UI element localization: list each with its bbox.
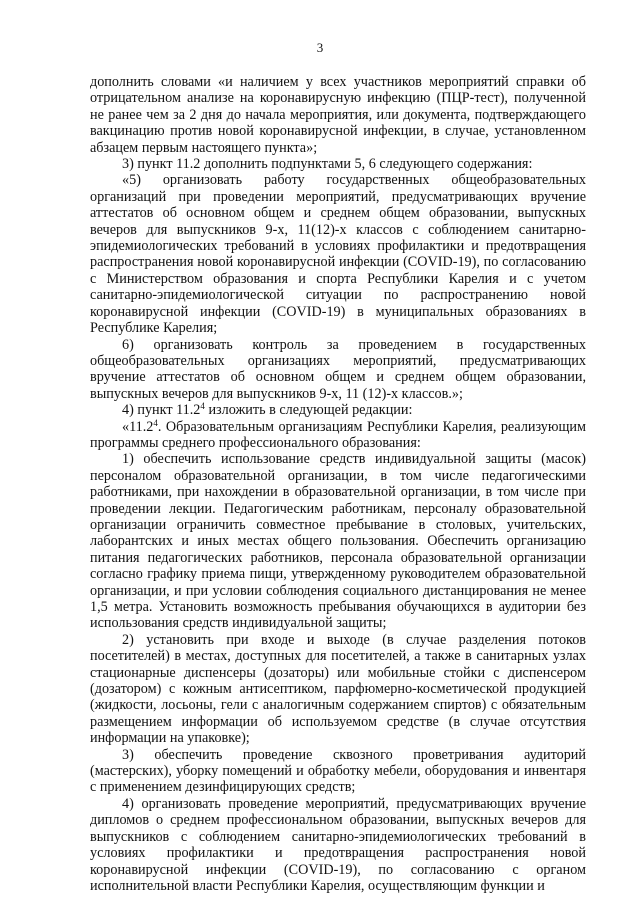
paragraph-subitem-2: 2) установить при входе и выходе (в случае разделения потоков посетителей) в местах, доступных для посетителей, а также в санитарных узлах стационарные диспенсеры (дозаторы) или мобильные стойки с диспенсером (дозатором) с кожным антисептиком, парфюмерно-косметической продукцией (жидкости, лосьоны, гели с аналогичным содержанием спиртов) с обязательным размещением информации об используемом средстве (в случае отсутствия информации на упаковке); (90, 631, 586, 747)
text-fragment: изложить в следующей редакции: (204, 402, 413, 419)
paragraph-subitem-1: 1) обеспечить использование средств индивидуальной защиты (масок) персоналом образовательной организации, в том числе педагогическими работниками, при нахождении в образовательной организации, в том числе при проведении лекции. Педагогическим работникам, персоналу образовательной организации ограничить совместное пребывание в столовых, учительских, лаборантских и иных местах общего пользования. Обеспечить организацию питания педагогических работников, персонала образовательной организации согласно графику приема пищи, утвержденному руководителем образовательной организации, и при условии соблюдения социального дистанцирования не менее 1,5 метра. Установить возможность пребывания обучающихся в аудитории без использования средств индивидуальной защиты; (90, 451, 586, 632)
paragraph-continuation: дополнить словами «и наличием у всех участников мероприятий справки об отрицательном анализе на коронавирусную инфекцию (ПЦР-тест), полученной не ранее чем за 2 дня до начала мероприятия, или документа, подтверждающего вакцинацию против новой коронавирусной инфекции, в случае, установленном абзацем первым настоящего пункта»; (90, 74, 586, 156)
paragraph-subitem-5: «5) организовать работу государственных общеобразовательных организаций при проведении мероприятий, предусматривающих вручение аттестатов об основном общем и среднем общем образовании, выпускных вечеров для выпускников 9-х, 11(12)-х классов с соблюдением санитарно-эпидемиологических требований в условиях профилактики и предотвращения распространения новой коронавирусной инфекции (COVID-19), по согласованию с Министерством образования и спорта Республики Карелия и с учетом санитарно-эпидемиологической ситуации по распространению новой коронавирусной инфекции (COVID-19) в муниципальных образованиях в Республике Карелия; (90, 172, 586, 337)
text-fragment: 4) пункт 11.2 (122, 402, 201, 419)
superscript: 4 (153, 417, 158, 428)
text-fragment: . Образовательным организациям Республики Карелия, реализующим программы среднего профессионального образования: (90, 418, 586, 451)
paragraph-subitem-6: 6) организовать контроль за проведением в государственных общеобразовательных организациях мероприятий, предусматривающих вручение аттестатов об основном общем и среднем общем образовании, выпускных вечеров для выпускников 9-х, 11 (12)-х классов.»; (90, 336, 586, 402)
paragraph-item-3: 3) пункт 11.2 дополнить подпунктами 5, 6 следующего содержания: (122, 156, 533, 173)
page-number: 3 (316, 40, 324, 55)
superscript: 4 (200, 401, 205, 412)
document-body (90, 74, 586, 894)
paragraph-item-4 (90, 402, 586, 418)
paragraph-clause-11-2-4 (90, 419, 586, 452)
text-fragment: «11.2 (122, 418, 154, 435)
paragraph-subitem-4: 4) организовать проведение мероприятий, предусматривающих вручение дипломов о среднем профессиональном образовании, выпускных вечеров для выпускников с соблюдением санитарно-эпидемиологических требований в условиях профилактики и предотвращения распространения новой коронавирусной инфекции (COVID-19), по согласованию с органом исполнительной власти Республики Карелия, осуществляющим функции и (90, 795, 586, 894)
paragraph-subitem-3: 3) обеспечить проведение сквозного проветривания аудиторий (мастерских), уборку помещений и обработку мебели, оборудования и инвентаря с применением дезинфицирующих средств; (90, 746, 586, 796)
